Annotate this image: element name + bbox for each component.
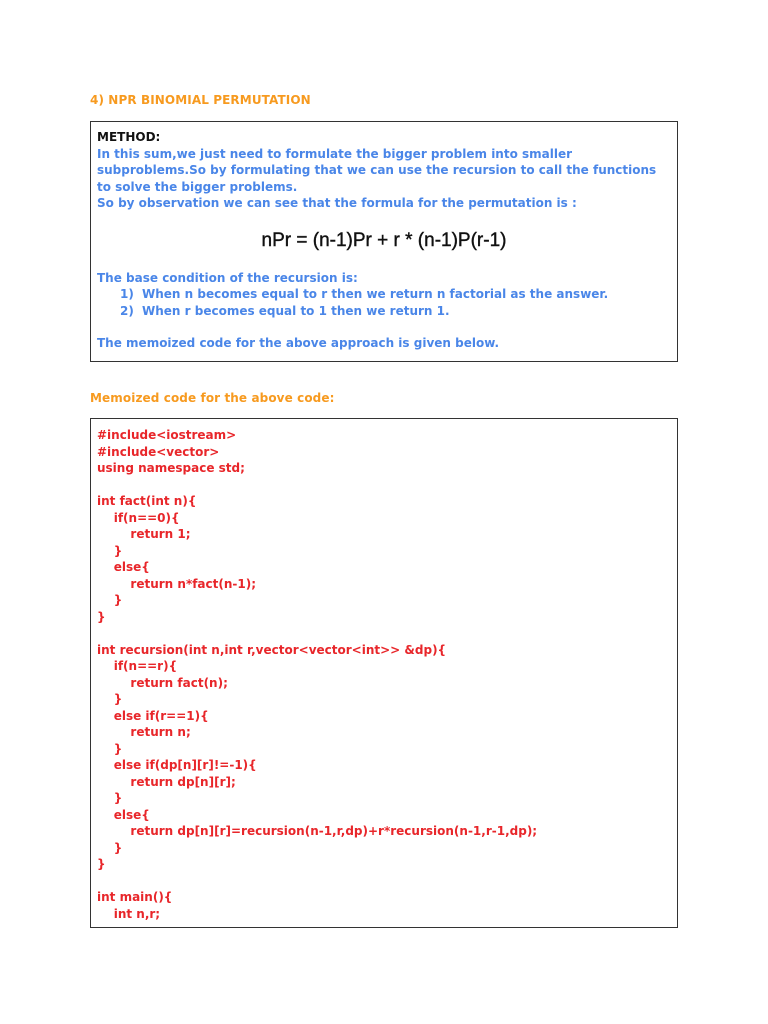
base-condition-item — [120, 303, 671, 320]
method-paragraph-1: In this sum,we just need to formulate the bigger problem into smaller subproblems.So by formulating that we can use the recursion to call the functions to solve the bigger problems. — [97, 146, 657, 194]
permutation-formula: nPr = (n-1)Pr + r * (n-1)P(r-1) — [261, 229, 507, 251]
method-box — [90, 121, 678, 362]
code-line: else if(r==1){ — [97, 708, 209, 723]
code-line: else{ — [97, 560, 150, 574]
code-line: return fact(n); — [97, 675, 228, 690]
code-line: #include<vector> — [97, 444, 220, 459]
code-line: int main(){ — [97, 890, 173, 904]
code-box — [90, 418, 678, 928]
code-line: return dp[n][r]=recursion(n-1,r,dp)+r*recursion(n-1,r-1,dp); — [97, 824, 538, 838]
code-block — [97, 427, 671, 922]
section-heading-npr: 4) NPR BINOMIAL PERMUTATION — [90, 93, 311, 107]
code-line — [97, 477, 671, 494]
memo-note: The memoized code for the above approach is given below. — [97, 336, 500, 350]
condition-number: 1) — [120, 287, 134, 301]
code-line: else{ — [97, 807, 150, 822]
code-line — [97, 873, 671, 890]
code-line: return n; — [97, 725, 191, 739]
code-line: } — [97, 741, 123, 756]
code-line: int n,r; — [97, 906, 161, 921]
code-line: int fact(int n){ — [97, 494, 197, 508]
condition-text: When r becomes equal to 1 then we return 1. — [142, 303, 450, 318]
code-line: } — [97, 791, 123, 805]
base-condition-item — [120, 286, 671, 303]
condition-text: When n becomes equal to r then we return n factorial as the answer. — [142, 287, 609, 301]
section-heading-memoized-code: Memoized code for the above code: — [90, 391, 335, 405]
code-line: } — [97, 609, 106, 624]
method-label: METHOD: — [97, 130, 161, 144]
code-line: if(n==0){ — [97, 510, 180, 525]
method-paragraph-2: So by observation we can see that the formula for the permutation is : — [97, 196, 577, 210]
code-line: else if(dp[n][r]!=-1){ — [97, 758, 257, 772]
code-line: } — [97, 593, 123, 607]
code-line: int recursion(int n,int r,vector<vector<int>> &dp){ — [97, 642, 447, 657]
code-line: } — [97, 692, 123, 706]
code-line: return n*fact(n-1); — [97, 576, 257, 591]
base-condition-list — [97, 286, 671, 319]
base-condition-intro: The base condition of the recursion is: — [97, 270, 358, 285]
code-line: } — [97, 840, 123, 855]
code-line: return dp[n][r]; — [97, 774, 236, 789]
condition-number: 2) — [120, 303, 134, 318]
code-line: return 1; — [97, 527, 191, 541]
code-line: #include<iostream> — [97, 428, 237, 442]
code-line: using namespace std; — [97, 461, 245, 475]
code-line: } — [97, 857, 106, 871]
code-line: if(n==r){ — [97, 659, 178, 673]
code-line — [97, 625, 671, 642]
spacer — [97, 319, 671, 335]
code-line: } — [97, 543, 123, 558]
